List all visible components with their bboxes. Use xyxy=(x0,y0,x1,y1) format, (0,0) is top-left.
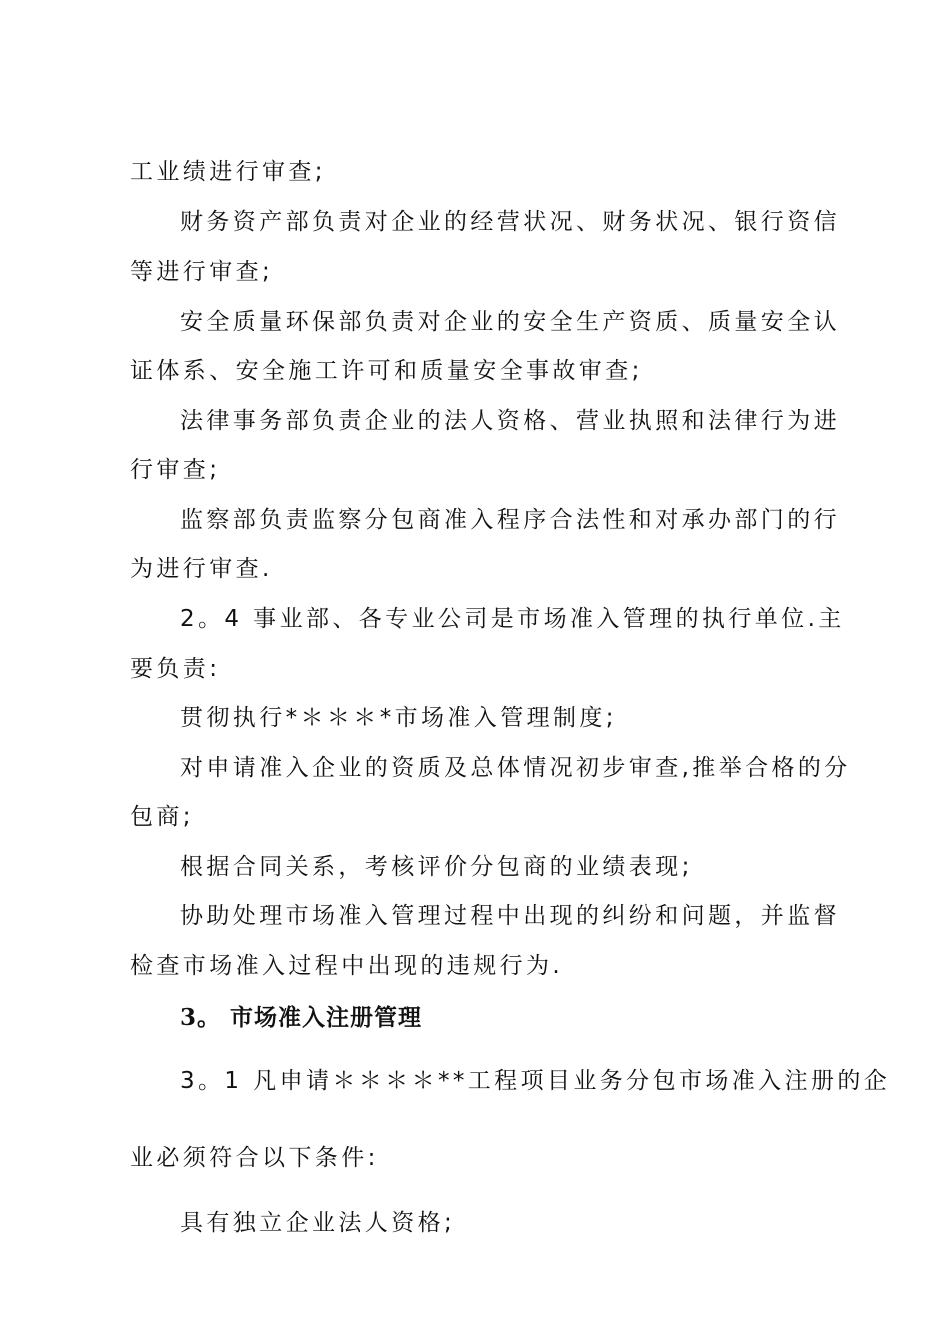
text-line: 安全质量环保部负责对企业的安全生产资质、质量安全认 xyxy=(180,309,840,335)
text-line: 具有独立企业法人资格; xyxy=(180,1210,456,1236)
text-line: 等进行审查; xyxy=(130,259,274,285)
text-line: 行审查; xyxy=(130,457,221,483)
text-line: 检查市场准入过程中出现的违规行为. xyxy=(130,953,564,979)
text-line: 要负责: xyxy=(130,656,221,682)
text-line: 3。1 凡申请＊＊＊＊**工程项目业务分包市场准入注册的企 xyxy=(180,1068,891,1094)
text-line: 贯彻执行*＊＊＊*市场准入管理制度; xyxy=(180,705,617,731)
text-line: 法律事务部负责企业的法人资格、营业执照和法律行为进 xyxy=(180,408,840,434)
section-heading: 3。 市场准入注册管理 xyxy=(180,1004,423,1031)
text-line: 协助处理市场准入管理过程中出现的纠纷和问题，并监督 xyxy=(180,903,840,929)
text-line: 监察部负责监察分包商准入程序合法性和对承办部门的行 xyxy=(180,507,840,533)
text-line: 工业绩进行审查; xyxy=(130,159,326,185)
text-line: 为进行审查. xyxy=(130,556,273,582)
text-line: 证体系、安全施工许可和质量安全事故审查; xyxy=(130,358,643,384)
text-line: 业必须符合以下条件: xyxy=(130,1145,379,1171)
text-line: 根据合同关系，考核评价分包商的业绩表现; xyxy=(180,854,693,880)
text-line: 对申请准入企业的资质及总体情况初步审查,推举合格的分 xyxy=(180,755,851,781)
text-line: 财务资产部负责对企业的经营状况、财务状况、银行资信 xyxy=(180,209,840,235)
text-line: 2。4 事业部、各专业公司是市场准入管理的执行单位.主 xyxy=(180,606,845,632)
text-line: 包商; xyxy=(130,804,194,830)
